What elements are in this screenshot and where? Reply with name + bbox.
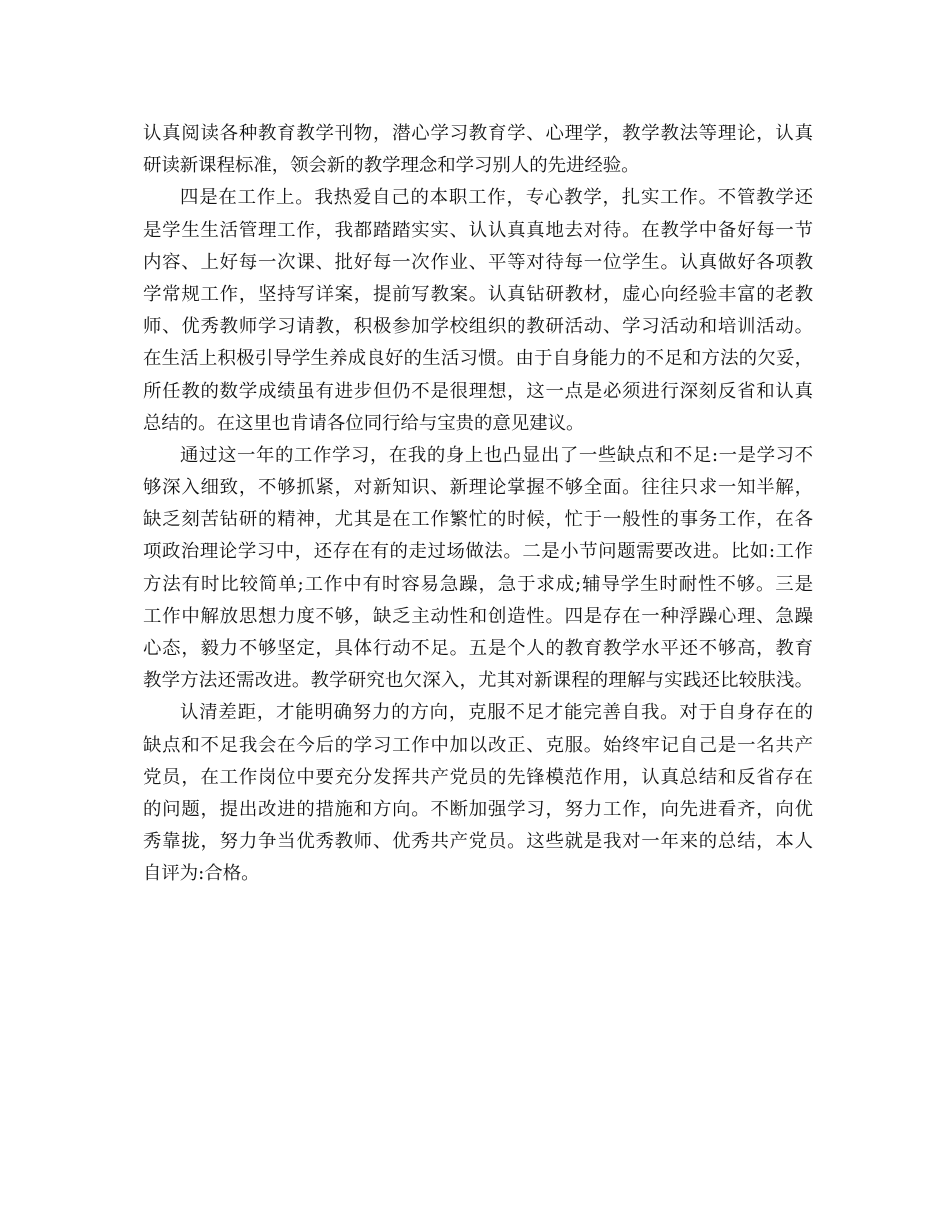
text-line: 是学生生活管理工作，我都踏踏实实、认认真真地去对待。在教学中备好每一节 <box>143 219 813 241</box>
text-line: 自评为:合格。 <box>143 863 260 885</box>
text-line: 所任教的数学成绩虽有进步但仍不是很理想，这一点是必须进行深刻反省和认真 <box>143 380 813 402</box>
document-body <box>143 118 813 891</box>
text-line: 认清差距，才能明确努力的方向，克服不足才能完善自我。对于自身存在的 <box>180 702 813 724</box>
text-line: 秀靠拢，努力争当优秀教师、优秀共产党员。这些就是我对一年来的总结，本人 <box>143 831 813 853</box>
text-line: 工作中解放思想力度不够，缺乏主动性和创造性。四是存在一种浮躁心理、急躁 <box>143 605 813 627</box>
text-line: 的问题，提出改进的措施和方向。不断加强学习，努力工作，向先进看齐，向优 <box>143 798 813 820</box>
text-line: 内容、上好每一次课、批好每一次作业、平等对待每一位学生。认真做好各项教 <box>143 251 813 273</box>
text-line: 党员，在工作岗位中要充分发挥共产党员的先锋模范作用，认真总结和反省存在 <box>143 766 813 788</box>
text-line: 通过这一年的工作学习，在我的身上也凸显出了一些缺点和不足:一是学习不 <box>180 444 813 466</box>
text-line: 研读新课程标准，领会新的教学理念和学习别人的先进经验。 <box>143 155 640 177</box>
text-line: 总结的。在这里也肯请各位同行给与宝贵的意见建议。 <box>143 412 585 434</box>
text-line: 学常规工作，坚持写详案，提前写教案。认真钻研教材，虚心向经验丰富的老教 <box>143 283 813 305</box>
text-line: 缺点和不足我会在今后的学习工作中加以改正、克服。始终牢记自己是一名共产 <box>143 734 813 756</box>
text-line: 方法有时比较简单;工作中有时容易急躁，急于求成;辅导学生时耐性不够。三是 <box>143 573 813 595</box>
text-line: 教学方法还需改进。教学研究也欠深入，尤其对新课程的理解与实践还比较肤浅。 <box>143 670 813 692</box>
text-line: 四是在工作上。我热爱自己的本职工作，专心教学，扎实工作。不管教学还 <box>180 187 813 209</box>
text-line: 项政治理论学习中，还存在有的走过场做法。二是小节问题需要改进。比如:工作 <box>143 541 813 563</box>
text-line: 够深入细致，不够抓紧，对新知识、新理论掌握不够全面。往往只求一知半解， <box>143 477 813 499</box>
text-line: 缺乏刻苦钻研的精神，尤其是在工作繁忙的时候，忙于一般性的事务工作，在各 <box>143 509 813 531</box>
text-line: 心态，毅力不够坚定，具体行动不足。五是个人的教育教学水平还不够高，教育 <box>143 638 813 659</box>
text-line: 师、优秀教师学习请教，积极参加学校组织的教研活动、学习活动和培训活动。 <box>143 316 813 338</box>
text-line: 认真阅读各种教育教学刊物，潜心学习教育学、心理学，教学教法等理论，认真 <box>143 123 813 144</box>
text-line: 在生活上积极引导学生养成良好的生活习惯。由于自身能力的不足和方法的欠妥， <box>143 348 813 370</box>
